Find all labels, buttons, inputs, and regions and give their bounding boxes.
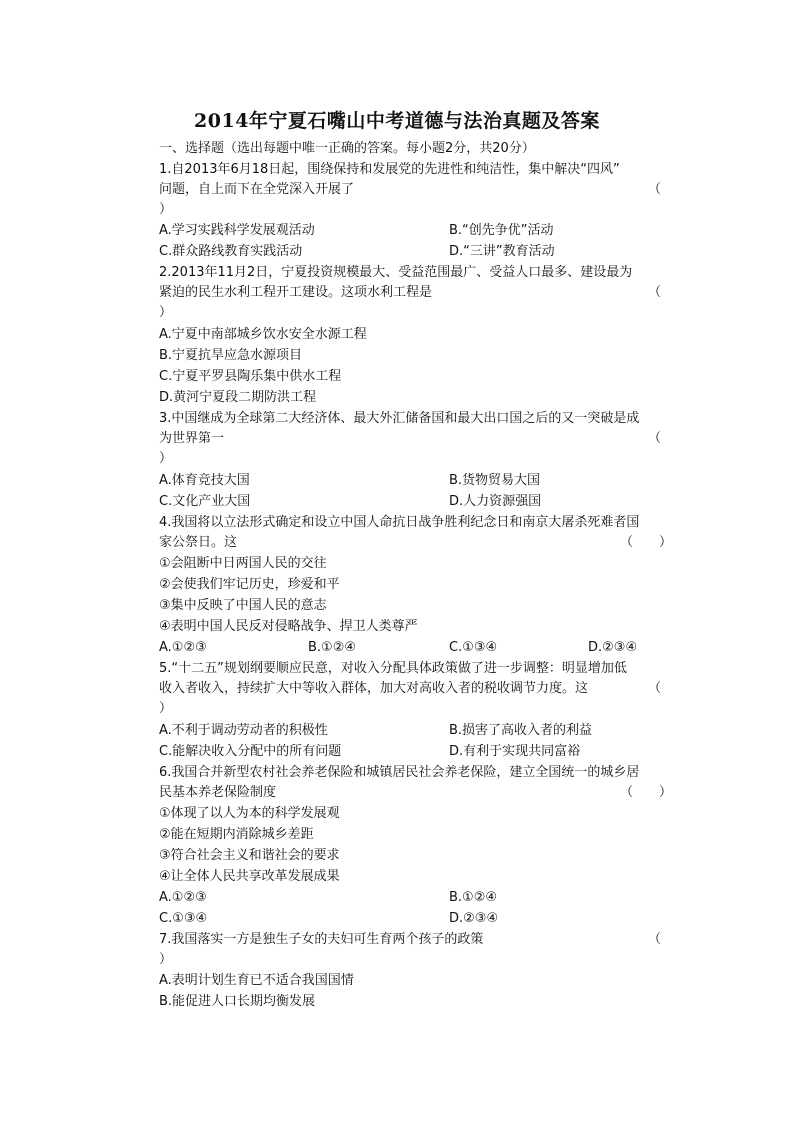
q2-option-a: A.宁夏中南部城乡饮水安全水源工程 bbox=[159, 327, 367, 342]
q1-option-b: B.“创先争优”活动 bbox=[449, 223, 554, 238]
q3-option-b: B.货物贸易大国 bbox=[449, 473, 541, 488]
q3-option-c: C.文化产业大国 bbox=[159, 494, 251, 509]
q6-statement-4: ④让全体人民共享改革发展成果 bbox=[159, 869, 340, 884]
q3-option-a: A.体育竞技大国 bbox=[159, 473, 250, 488]
section-heading: 一、选择题（选出每题中唯一正确的答案。每小题2分，共20分） bbox=[159, 141, 535, 156]
q5-option-b: B.损害了高收入者的利益 bbox=[449, 723, 593, 738]
q1-stem-line2: 问题，自上而下在全党深入开展了 bbox=[159, 182, 355, 197]
q4-statement-4: ④表明中国人民反对侵略战争、捍卫人类尊严 bbox=[159, 619, 418, 634]
q3-option-d: D.人力资源强国 bbox=[449, 494, 542, 509]
q4-option-c: C.①③④ bbox=[449, 640, 498, 655]
q7-stem-line1: 7.我国落实一方是独生子女的夫妇可生育两个孩子的政策 bbox=[159, 932, 484, 947]
q4-statement-3: ③集中反映了中国人民的意志 bbox=[159, 598, 327, 613]
q2-option-c: C.宁夏平罗县陶乐集中供水工程 bbox=[159, 369, 342, 384]
q4-option-d: D.②③④ bbox=[588, 640, 638, 655]
q6-option-c: C.①③④ bbox=[159, 911, 208, 926]
q3-stem-line2: 为世界第一 bbox=[159, 431, 225, 446]
q2-answer-paren-open: （ bbox=[648, 285, 662, 300]
q6-statement-3: ③符合社会主义和谐社会的要求 bbox=[159, 848, 340, 863]
q6-answer-paren: （ ） bbox=[620, 785, 673, 800]
q2-stem-line2: 紧迫的民生水利工程开工建设。这项水利工程是 bbox=[159, 285, 433, 300]
q5-option-c: C.能解决收入分配中的所有问题 bbox=[159, 744, 342, 759]
q5-stem-line2: 收入者收入，持续扩大中等收入群体，加大对高收入者的税收调节力度。这 bbox=[159, 681, 589, 696]
q5-stem-line1: 5.“十二五”规划纲要顺应民意，对收入分配具体政策做了进一步调整：明显增加低 bbox=[159, 661, 627, 676]
q6-stem-line2: 民基本养老保险制度 bbox=[159, 785, 277, 800]
q2-option-d: D.黄河宁夏段二期防洪工程 bbox=[159, 390, 317, 405]
q7-answer-paren-close: ） bbox=[159, 952, 173, 967]
q6-option-a: A.①②③ bbox=[159, 890, 207, 905]
q1-answer-paren-open: （ bbox=[648, 182, 662, 197]
q4-statement-1: ①会阻断中日两国人民的交往 bbox=[159, 556, 327, 571]
q4-stem-line1: 4.我国将以立法形式确定和设立中国人命抗日战争胜利纪念日和南京大屠杀死难者国 bbox=[159, 515, 640, 530]
q1-option-a: A.学习实践科学发展观活动 bbox=[159, 223, 315, 238]
q7-answer-paren-open: （ bbox=[648, 932, 662, 947]
q3-stem-line1: 3.中国继成为全球第二大经济体、最大外汇储备国和最大出口国之后的又一突破是成 bbox=[159, 411, 640, 426]
q4-option-a: A.①②③ bbox=[159, 640, 207, 655]
q6-statement-2: ②能在短期内消除城乡差距 bbox=[159, 827, 314, 842]
q6-option-d: D.②③④ bbox=[449, 911, 499, 926]
q3-answer-paren-open: （ bbox=[648, 431, 662, 446]
q2-stem-line1: 2.2013年11月2日，宁夏投资规模最大、受益范围最广、受益人口最多、建设最为 bbox=[159, 265, 633, 280]
q1-option-c: C.群众路线教育实践活动 bbox=[159, 244, 303, 259]
q4-statement-2: ②会使我们牢记历史，珍爱和平 bbox=[159, 577, 340, 592]
q5-option-d: D.有利于实现共同富裕 bbox=[449, 744, 581, 759]
q2-option-b: B.宁夏抗旱应急水源项目 bbox=[159, 348, 303, 363]
q5-answer-paren-close: ） bbox=[159, 701, 173, 716]
q4-option-b: B.①②④ bbox=[308, 640, 357, 655]
q1-stem-line1: 1.自2013年6月18日起，围绕保持和发展党的先进性和纯洁性，集中解决“四风” bbox=[159, 162, 620, 177]
q5-option-a: A.不利于调动劳动者的积极性 bbox=[159, 723, 328, 738]
q1-answer-paren-close: ） bbox=[159, 202, 173, 217]
q6-option-b: B.①②④ bbox=[449, 890, 498, 905]
q4-answer-paren: （ ） bbox=[620, 535, 673, 550]
q5-answer-paren-open: （ bbox=[648, 681, 662, 696]
q4-stem-line2: 家公祭日。这 bbox=[159, 535, 238, 550]
q6-stem-line1: 6.我国合并新型农村社会养老保险和城镇居民社会养老保险，建立全国统一的城乡居 bbox=[159, 765, 640, 780]
q6-statement-1: ①体现了以人为本的科学发展观 bbox=[159, 806, 340, 821]
q2-answer-paren-close: ） bbox=[159, 305, 173, 320]
page-title: 2014年宁夏石嘴山中考道德与法治真题及答案 bbox=[194, 110, 600, 132]
q7-option-a: A.表明计划生育已不适合我国国情 bbox=[159, 973, 354, 988]
q7-option-b: B.能促进人口长期均衡发展 bbox=[159, 994, 316, 1009]
q1-option-d: D.“三讲”教育活动 bbox=[449, 244, 555, 259]
q3-answer-paren-close: ） bbox=[159, 451, 173, 466]
